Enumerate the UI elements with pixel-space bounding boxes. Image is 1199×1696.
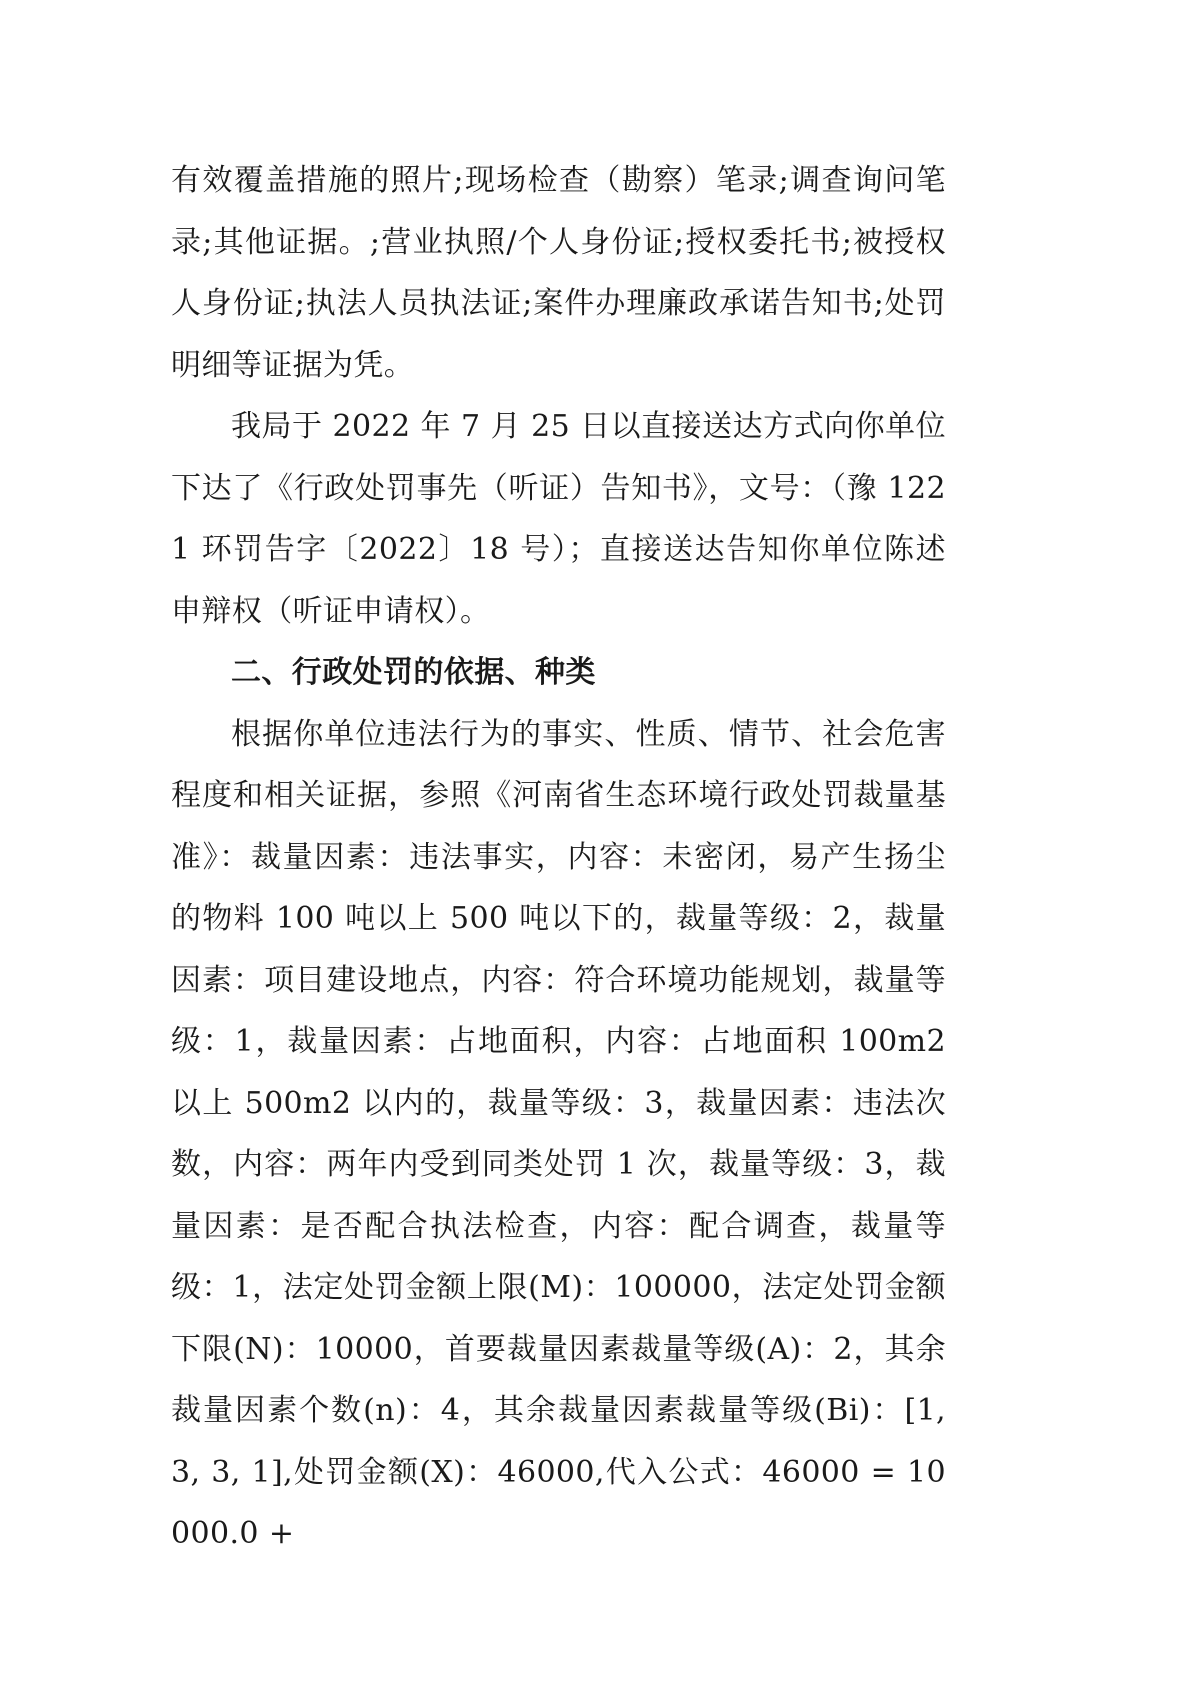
evidence-list-paragraph: 有效覆盖措施的照片;现场检查（勘察）笔录;调查询问笔录;其他证据。;营业执照/个人身份证;授权委托书;被授权人身份证;执法人员执法证;案件办理廉政承诺告知书;处罚明细等证据为凭。	[171, 163, 946, 383]
discretion-basis-paragraph: 根据你单位违法行为的事实、性质、情节、社会危害程度和相关证据，参照《河南省生态环境行政处罚裁量基准》：裁量因素：违法事实，内容：未密闭，易产生扬尘的物料 100 吨以上 500 吨以下的，裁量等级：2，裁量因素：项目建设地点，内容：符合环境功能规划，裁量等级：1，裁量因素：占地面积，内容：占地面积 100m2 以上 500m2 以内的，裁量等级：3，裁量因素：违法次数，内容：两年内受到同类处罚 1 次，裁量等级：3，裁量因素：是否配合执法检查，内容：配合调查，裁量等级：1，法定处罚金额上限(M)：100000，法定处罚金额下限(N)：10000，首要裁量因素裁量等级(A)：2，其余裁量因素个数(n)：4，其余裁量因素裁量等级(Bi)：[1, 3, 3, 1],处罚金额(X)：46000,代入公式：46000 = 10000.0 +	[171, 716, 946, 1551]
document-body	[171, 150, 946, 1565]
notice-delivery-paragraph: 我局于 2022 年 7 月 25 日以直接送达方式向你单位下达了《行政处罚事先（听证）告知书》，文号：（豫 1221 环罚告字〔2022〕18 号）；直接送达告知你单位陈述申辩权（听证申请权）。	[171, 409, 946, 629]
section-heading: 二、行政处罚的依据、种类	[231, 655, 596, 690]
